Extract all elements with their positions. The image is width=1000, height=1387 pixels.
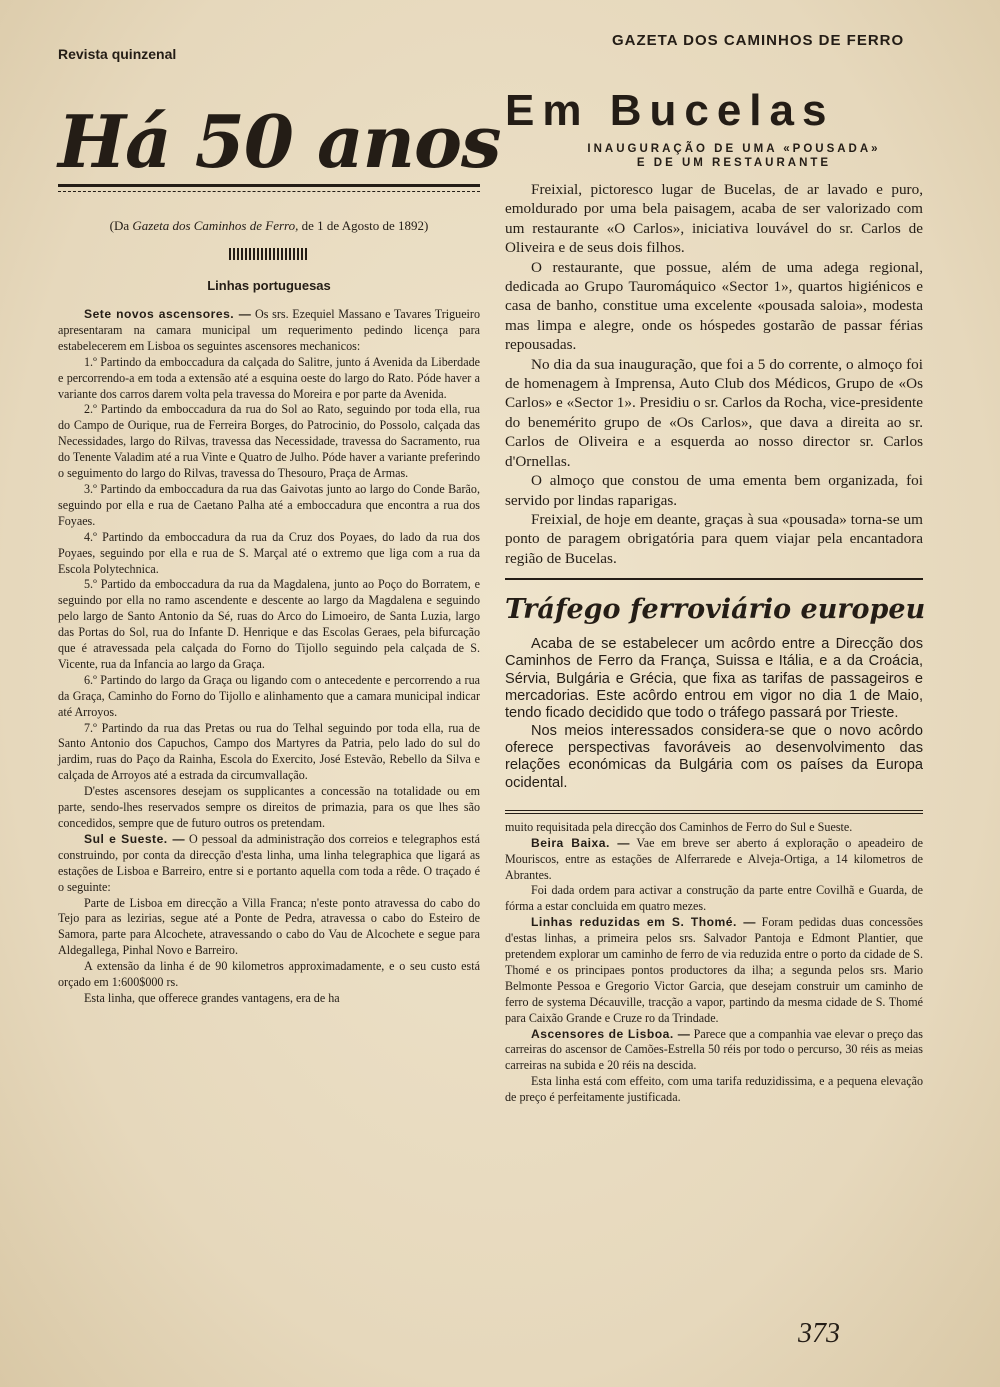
paragraph: Esta linha, que offerece grandes vantagens, era de ha <box>84 990 340 1005</box>
paragraph: 7.º Partindo da rua das Pretas ou rua do Telhal seguindo por toda ella, rua de Santo Antonio dos Capuchos, Campo dos Martyres da Patria, pelo lado do sul do jardim, ruas do Paço da Rainha, Escola do Exercito, José Estevão, Rebello da Silva e calçada de Arroyos até a estrada da circumvallação. <box>58 720 480 783</box>
ornament <box>229 248 309 260</box>
run-in-heading: Sul e Sueste. — <box>84 831 186 846</box>
paragraph: 5.º Partido da emboccadura da rua da Magdalena, junto ao Poço do Borratem, e seguindo por ella no ramo ascendente e descente ao largo da Magdalena e seguindo pelo largo de Santo Antonio da Sé, ruas do Arco do Limoeiro, de Santa Luzia, largo das Portas do Sol, rua do Infante D. Henrique e das Escolas Geraes, pela bifurcação que é atravessada pela calçada do Forno do Tijollo seguindo pela calçada de S. Vicente, rua da Infancia ao largo da Graça. <box>58 577 480 671</box>
section-divider <box>505 578 923 580</box>
run-in-heading: Beira Baixa. — <box>531 835 630 850</box>
source-publication: Gazeta dos Caminhos de Ferro, <box>132 218 299 233</box>
paragraph: Nos meios interessados considera-se que o novo acôrdo oferece perspectivas favoráveis ao desenvolvimento das relações económicas da Bulgária com os países da Europa ocidental. <box>505 722 923 791</box>
paragraph: 6.º Partindo do largo da Graça ou ligando com o antecedente e percorrendo a rua da Graça, Caminho do Forno do Tijollo e alinhamento que a camara municipal indicar até Arroyos. <box>58 672 480 719</box>
paragraph: Esta linha está com effeito, com uma tarifa reduzidissima, e a pequena elevação de preço é perfeitamente justificada. <box>505 1074 923 1105</box>
paragraph: Sul e Sueste. — O pessoal da administração dos correios e telegraphos está construindo, por conta da direcção d'esta linha, uma linha telegraphica que ligará as estações de Lisboa e Barreiro, entre si e portanto aquella com toda a rêde. O traçado é o seguinte: <box>58 831 480 894</box>
source-prefix: (Da <box>109 218 133 233</box>
right-column <box>505 86 926 1106</box>
bucelas-subtitle: INAUGURAÇÃO DE UMA «POUSADA» E DE UM RESTAURANTE <box>587 143 881 169</box>
paragraph: 3.º Partindo da emboccadura da rua das Gaivotas junto ao largo do Conde Barão, seguindo por ella e rua de Caetano Palha até a emboccadura que encontra a rua dos Foyaes. <box>58 481 480 528</box>
paragraph: No dia da sua inauguração, que foi a 5 do corrente, o almoço foi de homenagem à Imprensa, Auto Club dos Médicos, Grupo de «Os Carlos» e «Sector 1». Presidiu o sr. Carlos da Rocha, vice-presidente do benemérito grupo de «Os Carlos», que dava a direita ao sr. Carlos de Oliveira e a esquerda ao nosso director sr. Carlos d'Ornellas. <box>505 355 923 470</box>
paragraph: Ascensores de Lisboa. — Parece que a companhia vae elevar o preço das carreiras do ascensor de Camões-Estrella 50 réis por todo o percurso, 30 réis as meias carreiras na subida e 20 réis na descida. <box>505 1026 923 1073</box>
paragraph: 2.º Partindo da emboccadura da rua do Sol ao Rato, seguindo por toda ella, rua do Campo de Ourique, rua de Ferreira Borges, do Patrocinio, do Possolo, calçada das Necessidades, largo do Rilvas, travessa das Necessidade, travessa do Sacramento, rua do Tenente Valadim até a rua Vinte e Quatro de Julho. Póde haver a variante preferindo o seguimento do largo do Rilvas, travessa do Thesouro, Praça de Armas. <box>58 402 480 481</box>
run-in-heading: Sete novos ascensores. — <box>84 307 252 321</box>
paragraph: 1.º Partindo da emboccadura da calçada do Salitre, junto á Avenida da Liberdade e percorrendo-a em toda a extensão até a esquina oeste do largo do Rato. Póde haver a variante dos carros darem volta pela travessa do Moreira e por parte da Avenida. <box>58 354 480 401</box>
article-body <box>58 307 480 1007</box>
paragraph: Parte de Lisboa em direcção a Villa Franca; n'este ponto atravessa do cabo do Tejo para as lezirias, segue até a Ponte de Pedra, atravessa o cabo do Esteiro de Samora, parte para Alcochete, atravessando o cabo do Vau de Alcochete e segue para Aldegallega, Pinhal Novo e Barreiro. <box>58 895 480 958</box>
bucelas-body <box>505 180 923 568</box>
paragraph: O restaurante, que possue, além de uma adega regional, dedicada ao Grupo Tauromáquico «Sector 1», quartos higiénicos e casa de banho, constitue uma excelente «pousada saloia», modesta mas limpa e alegre, onde os hóspedes gostarão de passar férias repousadas. <box>505 258 923 354</box>
continued-body <box>505 820 923 1106</box>
paragraph: Freixial, pictoresco lugar de Bucelas, de ar lavado e puro, emoldurado por uma bela paisagem, acaba de ser valorizado com um restaurante «O Carlos», iniciativa louvável do sr. Carlos de Oliveira e de seus dois filhos. <box>505 181 923 257</box>
page-number: 373 <box>798 1318 840 1349</box>
paragraph: Sete novos ascensores. — Os srs. Ezequiel Massano e Tavares Trigueiro apresentaram na camara municipal um requerimento pedindo licença para estabelecerem em Lisboa os seguintes ascensores mechanicos: <box>58 307 480 353</box>
paragraph: 4.º Partindo da emboccadura da rua da Cruz dos Poyaes, do lado da rua dos Poyaes, seguindo por ella e rua de S. Marçal até o extremo que liga com a rua da Escola Polytechnica. <box>58 529 480 576</box>
section-heading: Linhas portuguesas <box>207 278 331 293</box>
paragraph: Freixial, de hoje em deante, graças à sua «pousada» torna-se um ponto de paragem obrigatória para quem viajar pela encantadora região de Bucelas. <box>505 510 923 567</box>
trafego-body <box>505 636 923 792</box>
paragraph: O almoço que constou de uma ementa bem organizada, foi servido por lindas raparigas. <box>505 472 923 509</box>
left-column <box>58 99 501 1007</box>
source-line <box>58 218 480 234</box>
paragraph: A extensão da linha é de 90 kilometros approximadamente, e o seu custo está orçado em 1:600$000 rs. <box>58 959 480 990</box>
run-in-heading: Ascensores de Lisboa. — <box>531 1026 691 1041</box>
trafego-title: Tráfego ferroviário europeu <box>505 594 926 626</box>
page-title: Há 50 anos <box>58 99 501 184</box>
source-suffix: de 1 de Agosto de 1892) <box>298 218 429 233</box>
header-left: Revista quinzenal <box>58 46 177 62</box>
section-divider <box>505 810 923 814</box>
paragraph: Foi dada ordem para activar a construção da parte entre Covilhã e Guarda, de fórma a estar concluida em quatro mezes. <box>505 883 923 914</box>
paragraph: Beira Baixa. — Vae em breve ser aberto á exploração o apeadeiro de Mouriscos, entre as estações de Alferrarede e Alveja-Ortiga, a 14 kilometros de Abrantes. <box>505 835 923 882</box>
paragraph: Acaba de se estabelecer um acôrdo entre a Direcção dos Caminhos de Ferro da França, Suissa e Itália, e a da Croácia, Sérvia, Bulgária e Grécia, que fixa as tarifas de passageiros e mercadorias. Este acôrdo entrou em vigor no dia 1 de Maio, tendo ficado decidido que todo o tráfego passará por Trieste. <box>505 636 923 722</box>
header-right: GAZETA DOS CAMINHOS DE FERRO <box>612 32 905 49</box>
title-rule <box>58 184 480 192</box>
paragraph: Linhas reduzidas em S. Thomé. — Foram pedidas duas concessões d'estas linhas, a primeira pelos srs. Salvador Pantoja e Edmont Plantier, que pretendem explorar um caminho de ferro de via reduzida entre o porto da cidade de S. Thomé e os principaes pontos productores da ilha; a segunda pelos srs. Mario Belmonte Pessoa e Gregorio Victor Garcia, que desejam construir um caminho de ferro de systema Décauville, tracção a vapor, partindo da mesma cidade de S. Thomé para Caixão Grande e Cruze ro da Trindade. <box>505 915 924 1025</box>
paragraph: muito requisitada pela direcção dos Caminhos de Ferro do Sul e Sueste. <box>505 819 853 834</box>
paragraph: D'estes ascensores desejam os supplicantes a concessão na totalidade ou em parte, sendo-lhes reservados sempre os direitos de primazia, para os que lhes são concedidos, sempre que de futuro outros os pretendam. <box>58 784 480 830</box>
bucelas-title: Em Bucelas <box>505 86 835 135</box>
run-in-heading: Linhas reduzidas em S. Thomé. — <box>531 915 756 930</box>
